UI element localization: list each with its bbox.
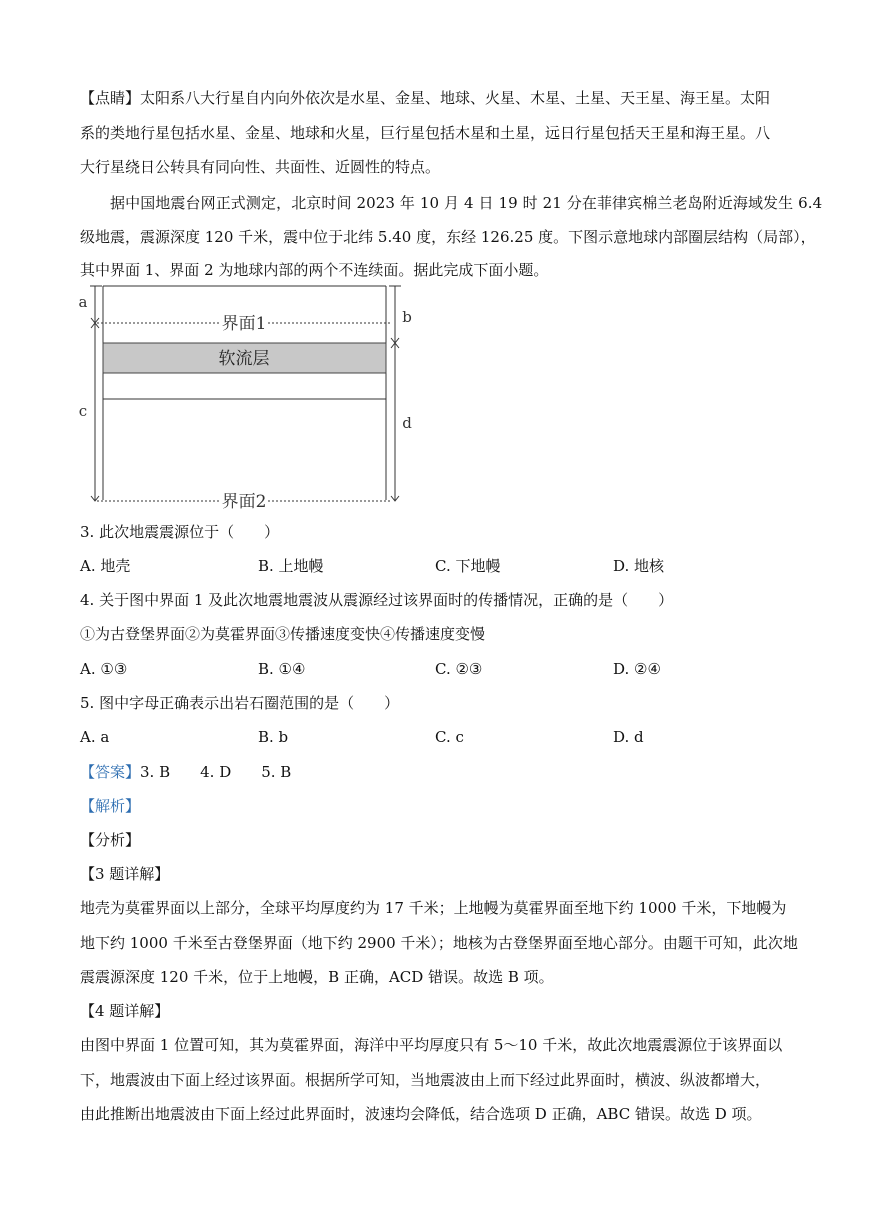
asthenosphere-label: 软流层: [218, 349, 270, 369]
q4-option-b[interactable]: B. ①④: [258, 660, 306, 678]
q3-detail-line-2: 地下约 1000 千米至古登堡界面（地下约 2900 千米）；地核为古登堡界面至地心部分。由题干可知，此次地: [80, 934, 798, 952]
q3-option-b[interactable]: B. 上地幔: [258, 557, 324, 575]
q5-option-c[interactable]: C. c: [435, 728, 464, 746]
q3-detail-line-3: 震震源深度 120 千米，位于上地幔，B 正确，ACD 错误。故选 B 项。: [80, 968, 554, 986]
q4-detail-heading: 【4 题详解】: [80, 1002, 170, 1020]
answer-tag: 【答案】: [80, 763, 141, 781]
q4-option-a[interactable]: A. ①③: [80, 660, 128, 678]
note-text-1: 太阳系八大行星自内向外依次是水星、金星、地球、火星、木星、土星、天王星、海王星。太阳: [140, 89, 771, 107]
q3-option-d[interactable]: D. 地核: [613, 557, 665, 575]
interface2-label: 界面2: [221, 492, 267, 510]
analysis-heading: 【解析】: [80, 797, 141, 815]
q3-detail-heading: 【3 题详解】: [80, 865, 170, 883]
q5-stem: 5. 图中字母正确表示出岩石圈范围的是（ ）: [80, 694, 400, 712]
note-line-1: [80, 88, 770, 108]
q4-statements: ①为古登堡界面②为莫霍界面③传播速度变快④传播速度变慢: [80, 625, 486, 643]
note-tag: 【点睛】: [80, 89, 141, 107]
q5-option-d[interactable]: D. d: [613, 728, 644, 746]
q3-option-c[interactable]: C. 下地幔: [435, 557, 501, 575]
q5-option-b[interactable]: B. b: [258, 728, 289, 746]
q4-detail-line-1: 由图中界面 1 位置可知，其为莫霍界面，海洋中平均厚度只有 5～10 千米，故此次地震震源位于该界面以: [80, 1036, 783, 1054]
answer-line: [80, 762, 291, 782]
passage-line-2: 级地震，震源深度 120 千米，震中位于北纬 5.40 度，东经 126.25 度。下图示意地球内部圈层结构（局部），: [80, 228, 816, 246]
q5-option-a[interactable]: A. a: [80, 728, 110, 746]
label-d: d: [402, 414, 412, 432]
passage-line-3: 其中界面 1、界面 2 为地球内部的两个不连续面。据此完成下面小题。: [80, 261, 549, 279]
q4-stem: 4. 关于图中界面 1 及此次地震地震波从震源经过该界面时的传播情况，正确的是（ ）: [80, 591, 674, 609]
label-a: a: [78, 293, 88, 311]
q3-option-a[interactable]: A. 地壳: [80, 557, 131, 575]
q4-option-c[interactable]: C. ②③: [435, 660, 483, 678]
label-b: b: [402, 308, 412, 326]
note-line-2: 系的类地行星包括水星、金星、地球和火星，巨行星包括木星和土星，远日行星包括天王星和海王星。八: [80, 124, 771, 142]
passage-line-1: 据中国地震台网正式测定，北京时间 2023 年 10 月 4 日 19 时 21 分在菲律宾棉兰老岛附近海域发生 6.4: [110, 194, 823, 212]
interface1-label: 界面1: [221, 314, 267, 334]
q4-detail-line-2: 下，地震波由下面上经过该界面。根据所学可知，当地震波由上而下经过此界面时，横波、纵波都增大，: [80, 1071, 771, 1089]
label-c: c: [78, 402, 88, 420]
q4-detail-line-3: 由此推断出地震波由下面上经过此界面时，波速均会降低，结合选项 D 正确，ABC 错误。故选 D 项。: [80, 1105, 762, 1123]
earth-layer-diagram: [70, 280, 430, 510]
q4-option-d[interactable]: D. ②④: [613, 660, 661, 678]
answer-text: 3. B 4. D 5. B: [140, 763, 292, 781]
q3-stem: 3. 此次地震震源位于（ ）: [80, 523, 280, 541]
fenxi-heading: 【分析】: [80, 831, 141, 849]
q3-detail-line-1: 地壳为莫霍界面以上部分，全球平均厚度约为 17 千米；上地幔为莫霍界面至地下约 1000 千米，下地幔为: [80, 899, 787, 917]
note-line-3: 大行星绕日公转具有同向性、共面性、近圆性的特点。: [80, 158, 441, 176]
